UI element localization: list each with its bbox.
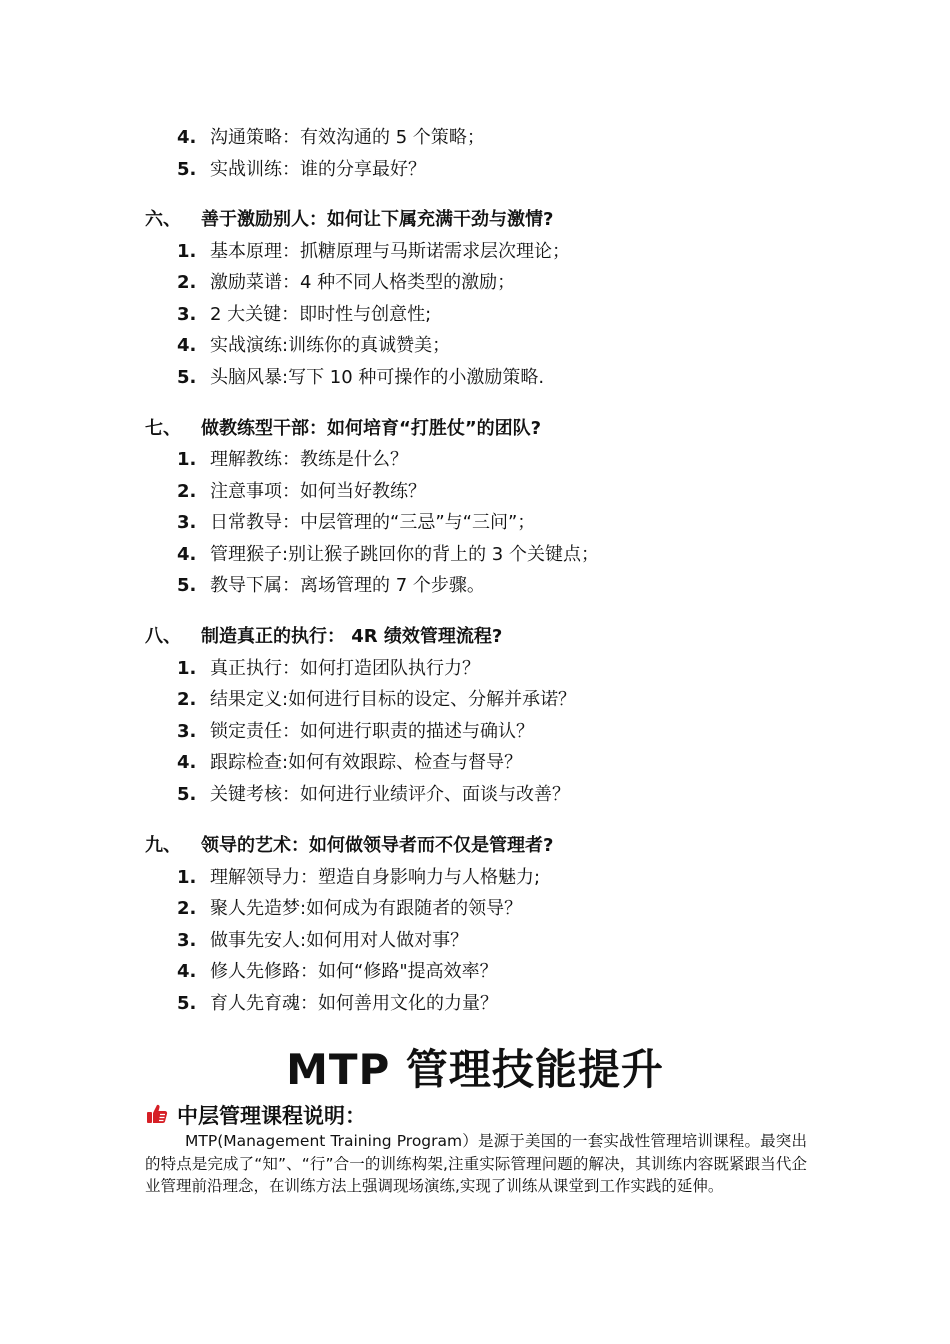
list-item (177, 157, 426, 183)
section-heading (145, 624, 502, 650)
item-number: 2. (177, 481, 197, 502)
list-item (177, 239, 570, 265)
list-item (177, 656, 480, 682)
item-number: 3. (177, 304, 197, 325)
list-item (177, 687, 576, 713)
sub-heading (145, 1100, 366, 1132)
item-number: 4. (177, 335, 197, 356)
list-item (177, 542, 599, 568)
item-text: 头脑风暴:写下 10 种可操作的小激励策略. (210, 367, 545, 388)
list-item (177, 750, 522, 776)
section-number: 七、 (145, 418, 181, 439)
section-number: 九、 (145, 835, 181, 856)
list-item (177, 991, 498, 1017)
item-text: 理解教练：教练是什么？ (210, 449, 408, 470)
list-item (177, 865, 540, 891)
item-number: 1. (177, 449, 197, 470)
thumbs-up-icon (145, 1102, 169, 1126)
item-number: 2. (177, 689, 197, 710)
item-number: 1. (177, 241, 197, 262)
list-item (177, 959, 498, 985)
section-title: 善于激励别人：如何让下属充满干劲与激情? (201, 209, 554, 230)
list-item (177, 782, 570, 808)
item-number: 4. (177, 961, 197, 982)
item-text: 教导下属：离场管理的 7 个步骤。 (210, 575, 485, 596)
item-text: 基本原理：抓糖原理与马斯诺需求层次理论； (210, 241, 570, 262)
item-number: 3. (177, 930, 197, 951)
list-item (177, 365, 544, 391)
item-number: 5. (177, 367, 197, 388)
section-heading (145, 207, 553, 233)
item-text: 沟通策略：有效沟通的 5 个策略； (210, 127, 485, 148)
item-text: 理解领导力：塑造自身影响力与人格魅力; (210, 867, 541, 888)
list-item (177, 270, 515, 296)
item-number: 1. (177, 867, 197, 888)
item-text: 2 大关键：即时性与创意性; (210, 304, 432, 325)
item-text: 育人先育魂：如何善用文化的力量？ (210, 993, 498, 1014)
item-number: 2. (177, 898, 197, 919)
list-item (177, 125, 485, 151)
item-number: 5. (177, 784, 197, 805)
item-text: 结果定义:如何进行目标的设定、分解并承诺？ (210, 689, 577, 710)
section-number: 六、 (145, 209, 181, 230)
item-number: 5. (177, 159, 197, 180)
list-item (177, 302, 431, 328)
section-heading (145, 416, 541, 442)
item-text: 管理猴子:别让猴子跳回你的背上的 3 个关键点； (210, 544, 599, 565)
list-item (177, 447, 408, 473)
item-number: 4. (177, 752, 197, 773)
item-text: 锁定责任：如何进行职责的描述与确认？ (210, 721, 534, 742)
item-text: 日常教导：中层管理的“三忌”与“三问”； (210, 512, 536, 533)
main-title: MTP 管理技能提升 (286, 1045, 664, 1094)
item-number: 5. (177, 575, 197, 596)
list-item (177, 719, 534, 745)
list-item (177, 896, 522, 922)
item-text: 跟踪检查:如何有效跟踪、检查与督导？ (210, 752, 523, 773)
item-text: 修人先修路：如何“修路"提高效率？ (210, 961, 498, 982)
list-item (177, 333, 450, 359)
item-number: 5. (177, 993, 197, 1014)
section-heading (145, 833, 553, 859)
item-number: 2. (177, 272, 197, 293)
item-text: 做事先安人:如何用对人做对事？ (210, 930, 469, 951)
item-number: 3. (177, 721, 197, 742)
section-title: 做教练型干部：如何培育“打胜仗”的团队? (201, 418, 542, 439)
list-item (177, 928, 468, 954)
item-text: 实战演练:训练你的真诚赞美； (210, 335, 451, 356)
item-number: 3. (177, 512, 197, 533)
item-text: 关键考核：如何进行业绩评介、面谈与改善？ (210, 784, 570, 805)
item-text: 实战训练：谁的分享最好？ (210, 159, 426, 180)
course-description: MTP(Management Training Program）是源于美国的一套实战性管理培训课程。最突出的特点是完成了“知”、“行”合一的训练构架,注重实际管理问题的解决，其训练内容既紧跟当代企业管理前沿理念，在训练方法上强调现场演练,实现了训练从课堂到工作实践的延伸。 (145, 1132, 807, 1195)
item-text: 聚人先造梦:如何成为有跟随者的领导？ (210, 898, 523, 919)
section-title: 领导的艺术：如何做领导者而不仅是管理者? (201, 835, 554, 856)
list-item (177, 479, 426, 505)
item-number: 4. (177, 544, 197, 565)
item-text: 注意事项：如何当好教练？ (210, 481, 426, 502)
list-item (177, 573, 485, 599)
section-number: 八、 (145, 626, 181, 647)
item-text: 激励菜谱：4 种不同人格类型的激励； (210, 272, 516, 293)
item-number: 4. (177, 127, 197, 148)
item-number: 1. (177, 658, 197, 679)
item-text: 真正执行：如何打造团队执行力？ (210, 658, 480, 679)
list-item (177, 510, 535, 536)
sub-heading-text: 中层管理课程说明： (177, 1104, 366, 1128)
section-title: 制造真正的执行： 4R 绩效管理流程? (201, 626, 503, 647)
